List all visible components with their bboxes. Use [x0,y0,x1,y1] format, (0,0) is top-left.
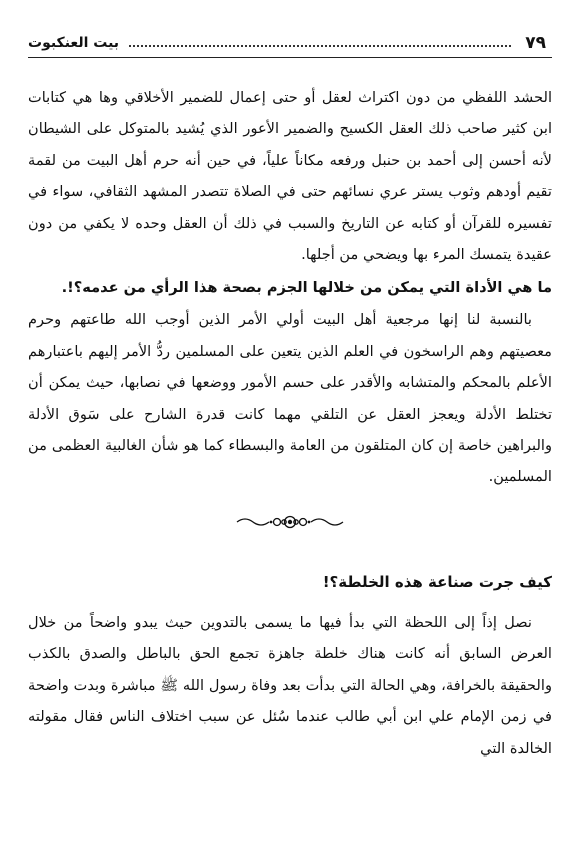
header-dotted-leader [129,45,511,47]
page-header [28,30,552,56]
ornamental-divider [28,503,552,541]
body-paragraph-3: نصل إذاً إلى اللحظة التي بدأ فيها ما يسمى بالتدوين حيث يبدو واضحاً من خلال العرض السابق أنه كانت هناك خلطة جاهزة تجمع الحق بالباطل والصدق بالكذب والحقيقة بالخرافة، وهي الحالة التي بدأت بعد وفاة رسول الله ﷺ مباشرة وبدت واضحة في زمن الإمام علي ابن أبي طالب عندما سُئل عن سبب اختلاف الناس فقال مقولته الخالدة التي [28,613,552,757]
question-heading: ما هي الأداة التي يمكن من خلالها الجزم بصحة هذا الرأي من عدمه؟!. [61,279,552,297]
ornament-icon [235,512,345,532]
body-paragraph-1: الحشد اللفظي من دون اكتراث لعقل أو حتى إعمال للضمير الأخلاقي وها هي كتابات ابن كثير صاحب ذلك العقل الكسيح والضمير الأعور الذي يُشيد بالمتوكل على الشيطان لأنه أحسن إلى أحمد بن حنبل ورفعه مكاناً علياً، في حين أنه حرم أهل البيت من لقمة تقيم أودهم وثوب يستر عري نسائهم حتى في الصلاة تتصدر المشهد الثقافي، سواء في تفسيره للقرآن أو كتابه عن التاريخ والسبب في ذلك أن العقل وحده لا يكفي من دون عقيدة يتمسك المرء بها ويضحي من أجلها. [28,89,552,264]
section-heading: كيف جرت صناعة هذه الخلطة؟! [322,572,552,591]
running-title: بيت العنكبوت [28,35,120,51]
page-number: ٧٩ [525,32,546,53]
body-paragraph-2: بالنسبة لنا إنها مرجعية أهل البيت أولي الأمر الذين أوجب الله طاعتهم وحرم معصيتهم وهم الراسخون في العلم الذين يتعين على المسلمين ردُّ الأمر إليهم باعتبارهم الأعلم بالمحكم والمتشابه والأقدر على حسم الأمور ووضعها في نصابها، حيث يمكن أن تختلط الأدلة ويعجز العقل عن التلقي مهما كانت قدرة الشارح على سَوق الأدلة والبراهين خاصة إن كان المتلقون من العامة والبسطاء كما هو شأن الغالبية العظمى من المسلمين. [28,311,552,486]
header-rule [28,57,552,58]
page-body [28,82,552,764]
